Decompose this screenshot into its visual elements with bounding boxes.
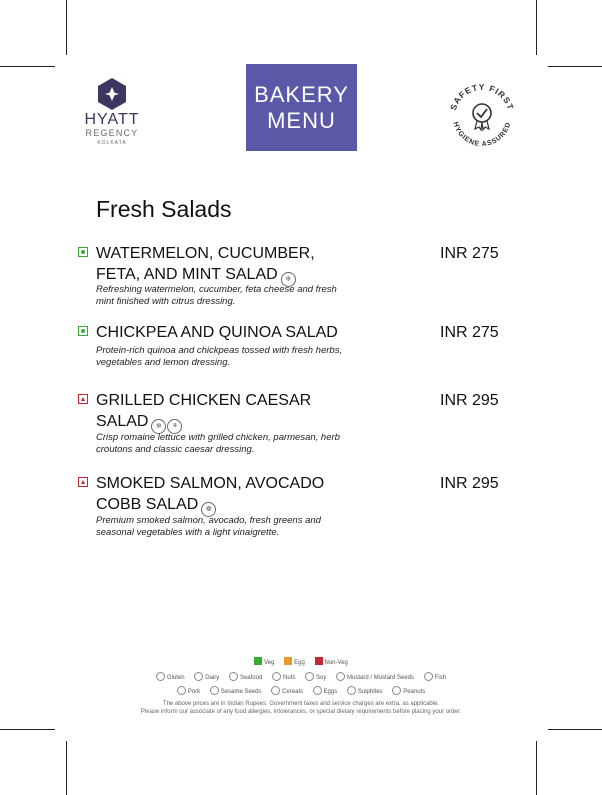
legend-label: Veg bbox=[264, 660, 275, 666]
fish-icon bbox=[424, 672, 433, 681]
brand-city: KOLKATA bbox=[97, 140, 127, 146]
crop-mark bbox=[536, 741, 537, 795]
hyatt-emblem-icon bbox=[97, 78, 127, 110]
check-medal-icon bbox=[473, 104, 491, 130]
legend-label: Pork bbox=[187, 689, 201, 695]
legend-label: Cereals bbox=[282, 689, 303, 695]
legend-label: Gluten bbox=[166, 675, 185, 681]
item-description: Protein-rich quinoa and chickpeas tossed with fresh herbs, vegetables and lemon dressing. bbox=[96, 345, 343, 368]
allergen-legend-row bbox=[0, 672, 602, 681]
non-veg-legend-icon bbox=[315, 657, 323, 665]
legend-label: Fish bbox=[434, 675, 447, 681]
pork-icon bbox=[177, 686, 186, 695]
svg-text:SAFETY FIRST bbox=[448, 82, 516, 112]
item-description: Refreshing watermelon, cucumber, feta cheese and fresh mint finished with citrus dressing. bbox=[96, 284, 337, 307]
legend-label: Dairy bbox=[205, 675, 220, 681]
item-price: INR 295 bbox=[440, 392, 499, 409]
legend-label: Sulphites bbox=[357, 689, 383, 695]
egg-legend-icon bbox=[284, 657, 292, 665]
legend-label: Nuts bbox=[283, 675, 296, 681]
badge-bottom-text: HYGIENE ASSURED bbox=[451, 121, 513, 149]
sulphites-icon bbox=[347, 686, 356, 695]
soy-icon bbox=[305, 672, 314, 681]
legend-label: Non-Veg bbox=[324, 660, 348, 666]
crop-mark bbox=[0, 729, 55, 730]
gluten-icon bbox=[156, 672, 165, 681]
brand-line1: HYATT bbox=[84, 111, 140, 128]
cereals-icon bbox=[271, 686, 280, 695]
dairy-icon: ❄ bbox=[281, 272, 296, 287]
legend-label: Egg bbox=[294, 660, 305, 666]
crop-mark bbox=[0, 66, 55, 67]
safety-first-badge bbox=[445, 80, 519, 154]
fish-icon: ❁ bbox=[201, 502, 216, 517]
sesame-icon bbox=[210, 686, 219, 695]
non-veg-icon bbox=[78, 477, 88, 487]
item-name: CHICKPEA AND QUINOA SALAD bbox=[96, 324, 338, 341]
crop-mark bbox=[536, 0, 537, 55]
item-name: GRILLED CHICKEN CAESAR SALAD ❄ ⚘ bbox=[96, 390, 351, 434]
dairy-icon bbox=[194, 672, 203, 681]
crop-mark bbox=[66, 741, 67, 795]
badge-top-text: SAFETY FIRST bbox=[447, 81, 517, 112]
mustard-icon bbox=[336, 672, 345, 681]
item-price: INR 295 bbox=[440, 475, 499, 492]
legend-label: Sesame Seeds bbox=[220, 689, 262, 695]
item-price: INR 275 bbox=[440, 324, 499, 341]
menu-title-block bbox=[246, 64, 357, 151]
crop-mark bbox=[548, 729, 602, 730]
allergen-legend-row bbox=[0, 686, 602, 695]
peanuts-icon bbox=[392, 686, 401, 695]
menu-title-line1: BAKERY bbox=[254, 81, 349, 107]
crop-mark bbox=[66, 0, 67, 55]
menu-title-line2: MENU bbox=[267, 107, 336, 133]
eggs-icon bbox=[313, 686, 322, 695]
notice-line1: The above prices are in Indian Rupees. Government taxes and service charges are extra, as applicable. bbox=[162, 701, 440, 707]
veg-icon bbox=[78, 247, 88, 257]
legend-label: Mustard / Mustard Seeds bbox=[347, 675, 415, 681]
legend-label: Seafood bbox=[239, 675, 263, 681]
section-title: Fresh Salads bbox=[96, 196, 232, 222]
legend-label: Peanuts bbox=[403, 689, 426, 695]
dairy-icon: ❄ bbox=[151, 419, 166, 434]
item-description: Premium smoked salmon, avocado, fresh greens and seasonal vegetables with a light vinaigrette. bbox=[96, 515, 321, 538]
item-name: WATERMELON, CUCUMBER, FETA, AND MINT SALAD ❄ bbox=[96, 243, 351, 287]
item-price: INR 275 bbox=[440, 245, 499, 262]
diet-legend bbox=[0, 657, 602, 666]
legend-label: Eggs bbox=[323, 689, 338, 695]
pricing-notice bbox=[0, 701, 602, 716]
item-name: SMOKED SALMON, AVOCADO COBB SALAD ❁ bbox=[96, 473, 351, 517]
gluten-icon: ⚘ bbox=[167, 419, 182, 434]
nuts-icon bbox=[272, 672, 281, 681]
crop-mark bbox=[548, 66, 602, 67]
legend-label: Soy bbox=[316, 675, 327, 681]
notice-line2: Please inform our associate of any food allergies, intolerances, or special dietary requirements before placing your order. bbox=[140, 708, 462, 715]
hyatt-regency-logo bbox=[78, 78, 146, 147]
seafood-icon bbox=[229, 672, 238, 681]
brand-line2: REGENCY bbox=[85, 128, 139, 138]
veg-legend-icon bbox=[254, 657, 262, 665]
veg-icon bbox=[78, 326, 88, 336]
non-veg-icon bbox=[78, 394, 88, 404]
item-description: Crisp romaine lettuce with grilled chicken, parmesan, herb croutons and classic caesar dressing. bbox=[96, 432, 340, 455]
